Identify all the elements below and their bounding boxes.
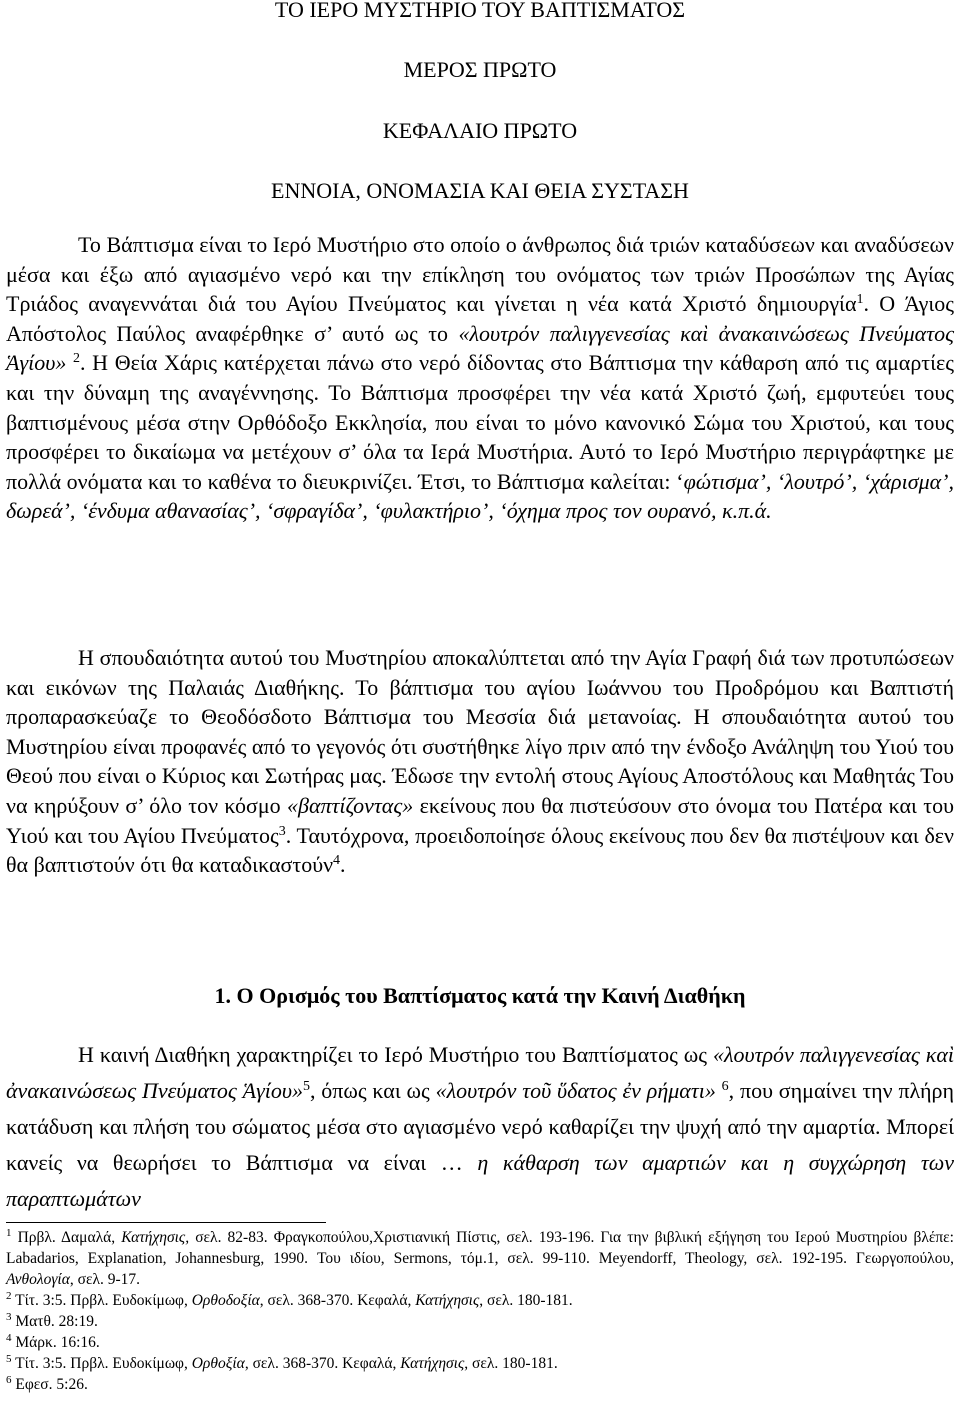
footnote-text: , σελ. 368-370. Κεφαλά, (259, 1292, 416, 1309)
footnote-separator (6, 1222, 326, 1223)
para3-text-b: , όπως και ως (309, 1078, 436, 1103)
footnote-ref-5[interactable]: 5 (302, 1079, 310, 1094)
footnote-italic: Κατήχησις (415, 1292, 480, 1309)
footnote-text: , σελ. 9-17. (69, 1271, 141, 1288)
footnote-text: , σελ. 368-370. Κεφαλά, (244, 1355, 401, 1372)
footnote-text: Τίτ. 3:5. Πρβλ. Ευδοκίμωφ, (11, 1292, 192, 1309)
footnotes (6, 1227, 954, 1395)
footnote-text: , σελ. 180-181. (479, 1292, 573, 1309)
footnote-number: 1 (6, 1227, 12, 1239)
paragraph-3 (6, 1037, 954, 1217)
para2-text-a: Η σπουδαιότητα αυτού του Μυστηρίου αποκαλύπτεται από την Αγία Γραφή διά των προτυπώσεων και εικόνων της Παλαιάς Διαθήκης. Το βάπτισμα του αγίου Ιωάννου του Προδρόμου και Βαπτιστή προπαρασκεύαζε το Θεοδόσδοτο Βάπτισμα του Μεσσία διά μετανοίας. Η σπουδαιότητα αυτού του Μυστηρίου είναι προφανές από το γεγονός ότι συστήθηκε λίγο πριν από την ένδοξο Ανάληψη του Υιού του Θεού που είναι ο Κύριος και Σωτήρας μας. Έδωσε την εντολή στους Αγίους Αποστόλους και Μαθητάς Του να κηρύξουν σ’ όλο τον κόσμο (6, 645, 954, 818)
footnote-number: 2 (6, 1290, 12, 1302)
footnote-ref-2[interactable]: 2 (73, 351, 80, 367)
footnote-number: 3 (6, 1311, 12, 1323)
footnote-3 (6, 1311, 954, 1332)
footnote-ref-4[interactable]: 4 (333, 853, 341, 869)
para2-text-b: εκείνους που θα πιστεύσουν στο όνομα του Πατέρα και του Υιού και του Αγίου Πνεύματος (6, 792, 954, 848)
para1-text-b: . Ο Άγιος Απόστολος Παύλος αναφέρθηκε σ’ αυτό ως το (6, 291, 955, 346)
footnote-text: σελ. 82-83. Φραγκοπούλου,Χριστιανική Πίστις, σελ. 193-196. Για την βιβλική εξήγηση του Ιερού Μυστηρίου βλέπε: Labadarios, Explanation, Johannesburg, 1990. Του ιδίου, Sermons, τόμ.1, σελ. 99-110. Meyendorff, Theology, σελ. 192-195. Γεωργοπούλου, (6, 1229, 954, 1267)
footnote-text: Εφεσ. 5:26. (11, 1376, 88, 1393)
para2-quote: «βαπτίζοντας» (287, 792, 414, 818)
paragraph-1: Το Βάπτισμα είναι το Ιερό Μυστήριο στο οποίο ο άνθρωπος διά τριών καταδύσεων και αναδύσεων μέσα και έξω από αγιασμένο νερό και την επίκληση του ονόματος των τριών Προσώπων της Αγίας Τριάδος αναγεννάται διά του Αγίου Πνεύματος και γίνεται η νέα κατά Χριστό δημιουργία$^1$. Ο Άγιος Απόστολος Παύλος αναφέρθηκε σ’ αυτό ως το «λουτρόν παλιγγενεσίας καὶ ἀνακαινώσεως Πνεύματος Ἁγίου» $^2$. Η Θεία Χάρις κατέρχεται πάνω στο νερό δίδοντας στο Βάπτισμα την κάθαρση από τις αμαρτίες και την δύναμη της αναγέννησης. Το Βάπτισμα προσφέρει την νέα κατά Χριστό ζωή, εμφυτεύει τους βαπτισμένους μέσα στην Ορθόδοξο Εκκλησία, που είναι το μόνο κανονικό Σώμα του Χριστού, και τους προσφέρει το δικαίωμα να μετέχουν σ’ όλα τα Ιερά Μυστήρια. Αυτό το Ιερό Μυστήριο περιγράφτηκε με πολλά ονόματα και το καθένα το διευκρινίζει. Έτσι, το Βάπτισμα καλείται: ‘φώτισμα’, ‘λουτρό’, ‘χάρισμα’, δωρεά’, ‘ένδυμα αθανασίας’, ‘σφραγίδα’, ‘φυλακτήριο’, ‘όχημα προς τον ουρανό, κ.π.ά. (6, 232, 955, 524)
footnote-text: , σελ. 180-181. (464, 1355, 558, 1372)
para3-text-a: Η καινή Διαθήκη χαρακτηρίζει το Ιερό Μυστήριο του Βαπτίσματος ως (78, 1042, 713, 1067)
footnote-number: 5 (6, 1353, 12, 1365)
chapter-heading: ΚΕΦΑΛΑΙΟ ΠΡΩΤΟ (382, 118, 578, 143)
footnote-italic: Ορθοξία (191, 1355, 245, 1372)
footnote-ref-6[interactable]: 6 (721, 1079, 729, 1094)
footnote-4 (6, 1332, 954, 1353)
para1-text-a: Το Βάπτισμα είναι το Ιερό Μυστήριο στο οποίο ο άνθρωπος διά τριών καταδύσεων και αναδύσεων μέσα και έξω από αγιασμένο νερό και την επίκληση του ονόματος των τριών Προσώπων της Αγίας Τριάδος αναγεννάται διά του Αγίου Πνεύματος και γίνεται η νέα κατά Χριστό δημιουργία (6, 232, 954, 317)
para1-text-c: . Η Θεία Χάρις κατέρχεται πάνω στο νερό δίδοντας στο Βάπτισμα την κάθαρση από τις αμαρτίες και την δύναμη της αναγέννησης. Το Βάπτισμα προσφέρει την νέα κατά Χριστό ζωή, εμφυτεύει τους βαπτισμένους μέσα στην Ορθόδοξο Εκκλησία, που είναι το μόνο κανονικό Σώμα του Χριστού, και τους προσφέρει το δικαίωμα να μετέχουν σ’ όλα τα Ιερά Μυστήρια. Αυτό το Ιερό Μυστήριο περιγράφτηκε με πολλά ονόματα και το καθένα το διευκρινίζει. Έτσι, το Βάπτισμα καλείται: (6, 350, 955, 494)
para1-quote: «λουτρόν παλιγγενεσίας καὶ ἀνακαινώσεως Πνεύματος Ἁγίου» (6, 320, 955, 376)
footnote-number: 6 (6, 1374, 12, 1386)
baptism-names: φώτισμα’, ‘λουτρό’, ‘χάρισμα’, δωρεά’, ‘ένδυμα αθανασίας’, ‘σφραγίδα’, ‘φυλακτήριο’, ‘όχημα προς τον ουρανό, κ.π.ά. (6, 468, 954, 524)
footnote-ref-3[interactable]: 3 (278, 823, 286, 839)
footnote-italic: Ορθοδοξία (191, 1292, 260, 1309)
para3-quote-1: «λουτρόν παλιγγενεσίας καὶ ἀνακαινώσεως Πνεύματος Ἁγίου» (6, 1042, 955, 1103)
footnote-text: Μάρκ. 16:16. (11, 1334, 100, 1351)
footnote-5 (6, 1353, 954, 1374)
footnote-1 (6, 1227, 954, 1290)
footnote-italic: Κατήχησις, (121, 1229, 190, 1246)
section-1-heading: 1. Ο Ορισμός του Βαπτίσματος κατά την Καινή Διαθήκη (214, 983, 746, 1008)
footnote-italic: Ανθολογία (6, 1271, 70, 1288)
part-heading: ΜΕΡΟΣ ΠΡΩΤΟ (403, 57, 557, 82)
footnote-italic: Κατήχησις (400, 1355, 465, 1372)
footnote-text: Τίτ. 3:5. Πρβλ. Ευδοκίμωφ, (11, 1355, 192, 1372)
footnote-number: 4 (6, 1332, 12, 1344)
para3-quote-2: «λουτρόν τοῦ ὕδατος ἐν ρήματι» (435, 1078, 716, 1103)
document-title: ΤΟ ΙΕΡΟ ΜΥΣΤΗΡΙΟ ΤΟΥ ΒΑΠΤΙΣΜΑΤΟΣ (274, 0, 686, 22)
para2-text-d: . (340, 852, 346, 878)
para2-text-c: . Ταυτόχρονα, προειδοποίησε όλους εκείνους που δεν θα πιστέψουν και δεν θα βαπτιστούν ότι θα καταδικαστούν (6, 822, 954, 878)
footnote-2 (6, 1290, 954, 1311)
footnote-text: Πρβλ. Δαμαλά, (11, 1229, 122, 1246)
para3-text-c: , που σημαίνει την πλήρη κατάδυση και πλήση του σώματος μέσα στο αγιασμένο νερό καθαρίζει την ψυχή από την αμαρτία. Μπορεί κανείς να θεωρήσει το Βάπτισμα να είναι … (6, 1078, 955, 1175)
para3-italic-end: η κάθαρση των αμαρτιών και η συγχώρηση των παραπτωμάτων (6, 1150, 954, 1211)
paragraph-2 (6, 643, 954, 880)
footnote-ref-1[interactable]: 1 (856, 292, 864, 308)
footnote-6 (6, 1374, 954, 1395)
footnote-text: Ματθ. 28:19. (11, 1313, 98, 1330)
chapter-subtitle: ΕΝΝΟΙΑ, ΟΝΟΜΑΣΙΑ ΚΑΙ ΘΕΙΑ ΣΥΣΤΑΣΗ (271, 178, 689, 203)
